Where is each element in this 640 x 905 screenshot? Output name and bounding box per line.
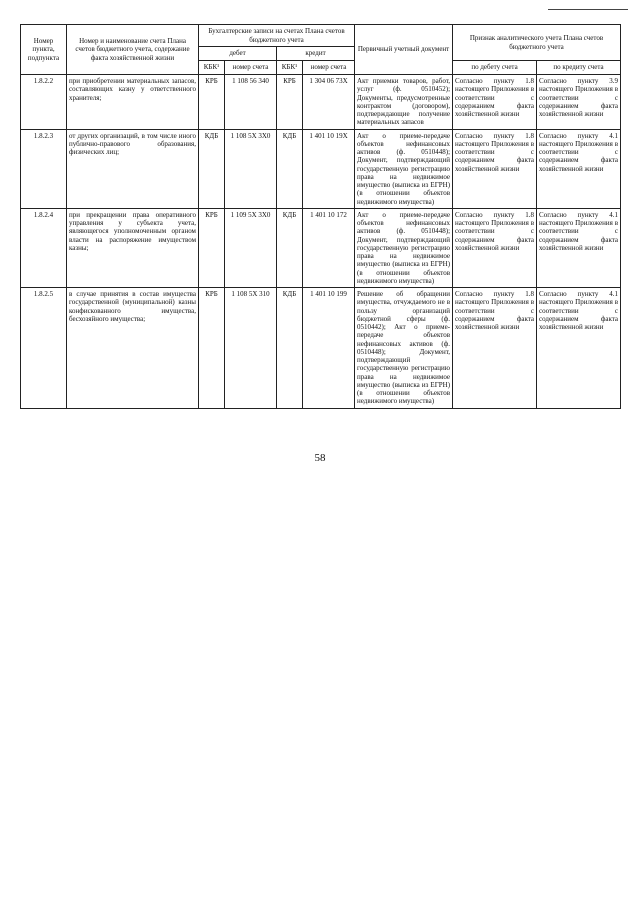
header-rule	[548, 9, 628, 10]
row-content: в случае принятия в состав имущества государственной (муниципальной) казны конфискованного имущества, бесхозяйного имущества;	[67, 288, 199, 409]
row-debit-account: 1 108 5X 3X0	[225, 129, 277, 208]
row-credit-account: 1 401 10 19X	[303, 129, 355, 208]
header-accounting-entries: Бухгалтерские записи на счетах Плана счетов бюджетного учета	[199, 25, 355, 47]
row-document: Акт о приеме-передаче объектов нефинансовых активов (ф. 0510448); Документ, подтверждающий государственную регистрацию права на недвижимое имущество (выписка из ЕГРН) (в отношении объектов недвижимого имущества)	[355, 129, 453, 208]
row-point-number: 1.8.2.5	[21, 288, 67, 409]
header-by-debit: по дебету счета	[453, 61, 537, 75]
row-analytic-credit: Согласно пункту 3.9 настоящего Приложения в соответствии с содержанием факта хозяйственной жизни	[537, 75, 621, 130]
row-point-number: 1.8.2.3	[21, 129, 67, 208]
row-content: при приобретении материальных запасов, составляющих казну у ответственного хранителя;	[67, 75, 199, 130]
table-body	[21, 75, 621, 409]
accounting-table-wrapper	[20, 24, 620, 444]
row-analytic-debit: Согласно пункту 1.8 настоящего Приложения в соответствии с содержанием факта хозяйственной жизни	[453, 288, 537, 409]
header-debit-kbk: КБК¹	[199, 61, 225, 75]
table-row	[21, 208, 621, 287]
header-point-number: Номер пункта, подпункта	[21, 25, 67, 75]
header-debit-account-number: номер счета	[225, 61, 277, 75]
header-credit-kbk: КБК¹	[277, 61, 303, 75]
row-debit-kbk: КРБ	[199, 75, 225, 130]
row-analytic-debit: Согласно пункту 1.8 настоящего Приложения в соответствии с содержанием факта хозяйственной жизни	[453, 208, 537, 287]
header-credit: кредит	[277, 47, 355, 61]
row-content: при прекращении права оперативного управления у субъекта учета, являющегося уполномоченным органом власти на распоряжение имуществом казны;	[67, 208, 199, 287]
table-row	[21, 129, 621, 208]
row-analytic-credit: Согласно пункту 4.1 настоящего Приложения в соответствии с содержанием факта хозяйственной жизни	[537, 288, 621, 409]
row-credit-account: 1 401 10 172	[303, 208, 355, 287]
row-credit-kbk: КДБ	[277, 208, 303, 287]
row-credit-account: 1 401 10 199	[303, 288, 355, 409]
table-row	[21, 75, 621, 130]
row-debit-account: 1 108 5X 310	[225, 288, 277, 409]
page-number: 58	[314, 452, 326, 464]
header-account-content: Номер и наименование счета Плана счетов бюджетного учета, содержание факта хозяйственной жизни	[67, 25, 199, 75]
header-primary-document: Первичный учетный документ	[355, 25, 453, 75]
row-analytic-debit: Согласно пункту 1.8 настоящего Приложения в соответствии с содержанием факта хозяйственной жизни	[453, 129, 537, 208]
row-debit-kbk: КРБ	[199, 208, 225, 287]
row-credit-kbk: КРБ	[277, 75, 303, 130]
table-row	[21, 288, 621, 409]
row-analytic-debit: Согласно пункту 1.8 настоящего Приложения в соответствии с содержанием факта хозяйственной жизни	[453, 75, 537, 130]
row-debit-account: 1 108 56 340	[225, 75, 277, 130]
row-credit-kbk: КДБ	[277, 129, 303, 208]
row-point-number: 1.8.2.4	[21, 208, 67, 287]
header-debit: дебет	[199, 47, 277, 61]
row-document: Акт о приеме-передаче объектов нефинансовых активов (ф. 0510448); Документ, подтверждающий государственную регистрацию права на недвижимое имущество (выписка из ЕГРН) (в отношении объектов недвижимого имущества)	[355, 208, 453, 287]
table-header	[21, 25, 621, 75]
row-document: Акт приемки товаров, работ, услуг (ф. 0510452); Документы, предусмотренные контрактом (договором), подтверждающие получение материальных запасов	[355, 75, 453, 130]
row-point-number: 1.8.2.2	[21, 75, 67, 130]
row-content: от других организаций, в том числе иного публично-правового образования, физических лиц;	[67, 129, 199, 208]
header-analytic-sign: Признак аналитического учета Плана счетов бюджетного учета	[453, 25, 621, 61]
row-debit-account: 1 109 5X 3X0	[225, 208, 277, 287]
row-analytic-credit: Согласно пункту 4.1 настоящего Приложения в соответствии с содержанием факта хозяйственной жизни	[537, 208, 621, 287]
accounting-entries-table	[20, 24, 621, 409]
row-analytic-credit: Согласно пункту 4.1 настоящего Приложения в соответствии с содержанием факта хозяйственной жизни	[537, 129, 621, 208]
row-credit-account: 1 304 06 73X	[303, 75, 355, 130]
row-document: Решение об обращении имущества, отчуждаемого не в пользу организаций бюджетной сферы (ф. 0510442); Акт о приеме-передаче объектов нефинансовых активов (ф. 0510448); Документ, подтверждающий государственную регистрацию права на недвижимое имущество (выписка из ЕГРН) (в отношении объектов недвижимого имущества)	[355, 288, 453, 409]
header-by-credit: по кредиту счета	[537, 61, 621, 75]
header-credit-account-number: номер счета	[303, 61, 355, 75]
row-debit-kbk: КДБ	[199, 129, 225, 208]
row-credit-kbk: КДБ	[277, 288, 303, 409]
row-debit-kbk: КРБ	[199, 288, 225, 409]
